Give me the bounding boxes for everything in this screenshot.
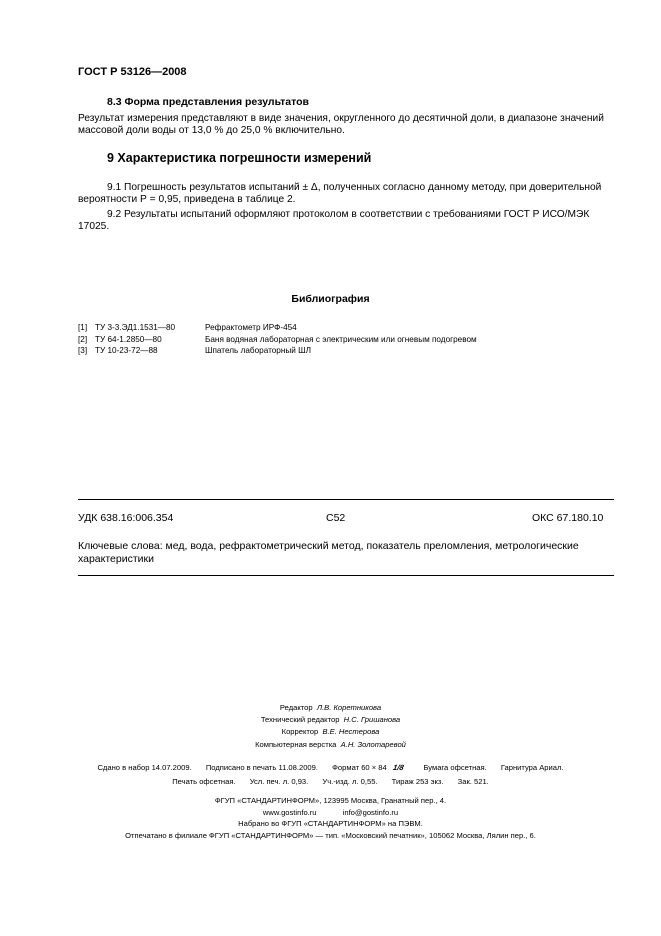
bibliography-item <box>78 322 477 334</box>
section-8-3-heading: 8.3 Форма представления результатов <box>107 96 309 108</box>
bibliography-description: Рефрактометр ИРФ-454 <box>205 323 297 332</box>
keywords: Ключевые слова: мед, вода, рефрактометрический метод, показатель преломления, метрологические характеристики <box>78 540 579 565</box>
print-info <box>0 761 661 789</box>
publisher-block <box>0 795 661 842</box>
divider-top <box>78 499 614 500</box>
credit-layout: Компьютерная верстка А.Н. Золотаревой <box>255 739 406 749</box>
publisher-typeset: Набрано во ФГУП «СТАНДАРТИНФОРМ» на ПЭВМ. <box>238 819 423 829</box>
bibliography-description: Шпатель лабораторный ШЛ <box>205 346 311 355</box>
bibliography-item <box>78 334 477 346</box>
credit-corrector: Корректор В.Е. Нестерова <box>281 727 380 737</box>
oks-code: ОКС 67.180.10 <box>532 512 604 524</box>
publisher-site: www.gostinfo.ru <box>262 807 317 817</box>
section-9-1-text: 9.1 Погрешность результатов испытаний ± Δ, полученных согласно данному методу, при доверительной вероятности Р = 0,95, приведена в таблице 2. <box>78 182 602 205</box>
credits-block <box>0 702 661 751</box>
credit-tech-editor: Технический редактор Н.С. Гришанова <box>260 715 401 725</box>
group-code: С52 <box>326 512 346 524</box>
print-info-line-2: Печать офсетная. Усл. печ. л. 0,93. Уч.-изд. л. 0,55. Тираж 253 экз. Зак. 521. <box>172 777 489 786</box>
publisher-email: info@gostinfo.ru <box>342 807 399 817</box>
format-fraction-icon: 1/8 <box>392 763 405 772</box>
credit-editor: Редактор Л.В. Коретникова <box>279 703 382 712</box>
divider-bottom <box>78 575 614 576</box>
section-9-heading: 9 Характеристика погрешности измерений <box>107 151 372 165</box>
publisher-printed: Отпечатано в филиале ФГУП «СТАНДАРТИНФОРМ» — тип. «Московский печатник», 105062 Москва, Лялин пер., 6. <box>125 831 536 841</box>
bibliography-item <box>78 345 477 357</box>
publisher-address: ФГУП «СТАНДАРТИНФОРМ», 123995 Москва, Гранатный пер., 4. <box>214 796 447 805</box>
bibliography-number: [3] <box>78 346 88 355</box>
publisher-contacts <box>0 807 661 819</box>
bibliography-description: Баня водяная лабораторная с электрическим или огневым подогревом <box>205 334 477 344</box>
bibliography-number: [2] <box>78 334 88 344</box>
section-8-3-text: Результат измерения представляют в виде значения, округленного до десятичной доли, в диапазоне значений массовой доли воды от 13,0 % до 25,0 % включительно. <box>78 113 604 136</box>
bibliography-code: ТУ 64-1.2850—80 <box>95 334 162 344</box>
bibliography-code: ТУ 10-23-72—88 <box>95 346 158 355</box>
print-info-line-1: Сдано в набор 14.07.2009. Подписано в печать 11.08.2009. Формат 60 × 84 1/8 Бумага офсетная. Гарнитура Ариал. <box>0 761 661 775</box>
bibliography-code: ТУ 3-3.ЭД1.1531—80 <box>95 323 176 332</box>
bibliography-list <box>78 322 477 357</box>
udk-code: УДК 638.16:006.354 <box>78 512 174 524</box>
bibliography-title: Библиография <box>291 293 370 305</box>
bibliography-number: [1] <box>78 323 88 332</box>
section-9-2-text: 9.2 Результаты испытаний оформляют протоколом в соответствии с требованиями ГОСТ Р ИСО/МЭК 17025. <box>78 209 590 232</box>
document-header: ГОСТ Р 53126—2008 <box>78 66 187 78</box>
